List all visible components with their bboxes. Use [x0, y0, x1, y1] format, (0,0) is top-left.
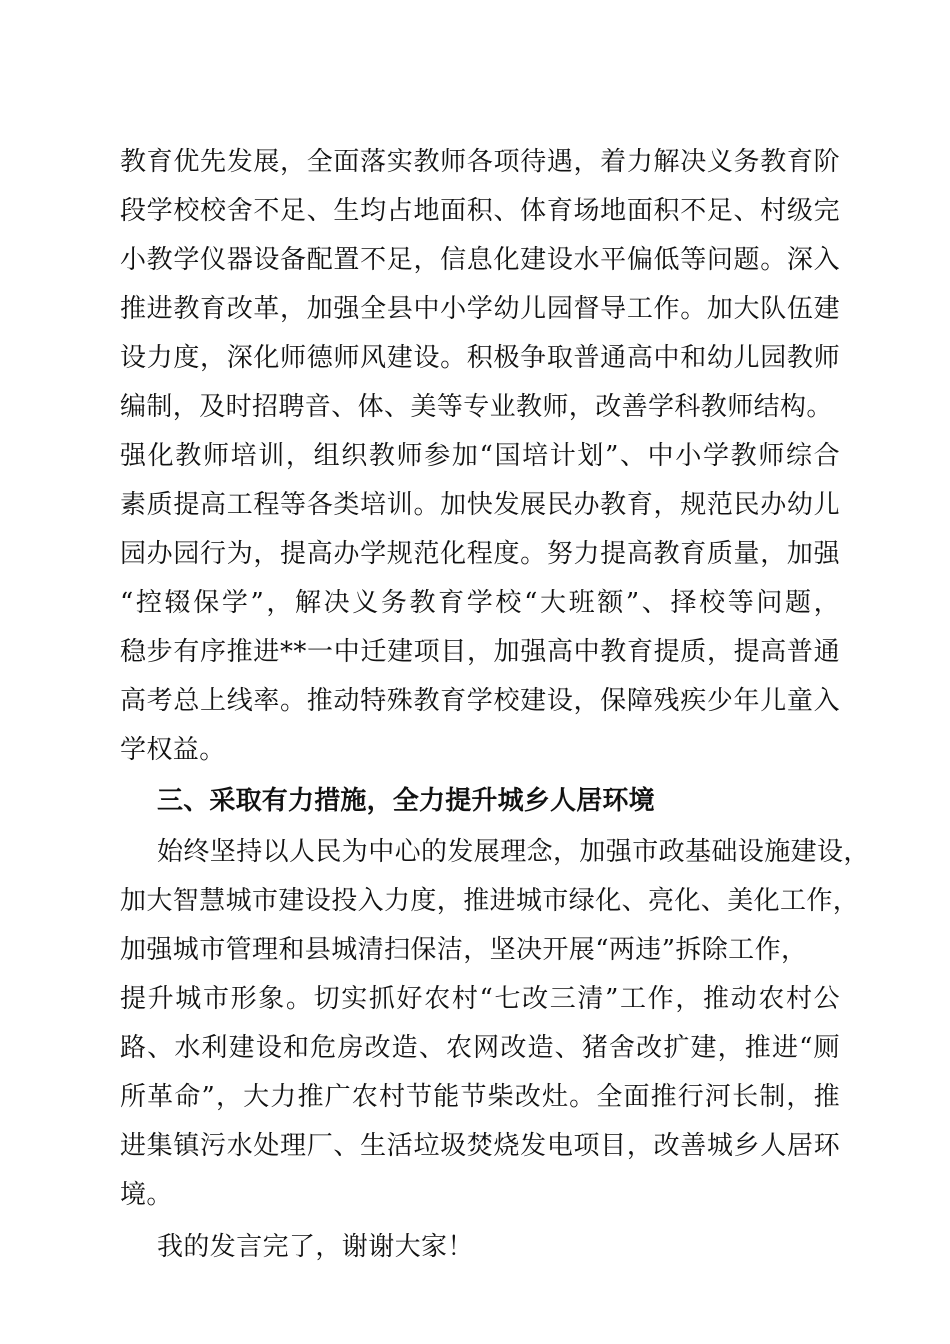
text-line: 学权益。: [120, 735, 226, 765]
text-line: 提升城市形象。切实抓好农村“七改三清”工作，推动农村公: [120, 984, 840, 1014]
text-line: 稳步有序推进**一中迁建项目，加强高中教育提质，提高普通: [120, 637, 840, 667]
text-line: 推进教育改革，加强全县中小学幼儿园督导工作。加大队伍建: [120, 294, 840, 324]
text-line: 路、水利建设和危房改造、农网改造、猪舍改扩建，推进“厕: [120, 1033, 840, 1063]
text-line: 小教学仪器设备配置不足，信息化建设水平偏低等问题。深入: [120, 245, 840, 275]
text-line: 所革命”，大力推广农村节能节柴改灶。全面推行河长制，推: [120, 1082, 840, 1112]
text-line: 教育优先发展，全面落实教师各项待遇，着力解决义务教育阶: [120, 147, 840, 177]
text-line: “控辍保学”，解决义务教育学校“大班额”、择校等问题，: [120, 588, 840, 618]
text-line: 境。: [120, 1180, 173, 1210]
text-line: 始终坚持以人民为中心的发展理念，加强市政基础设施建设，: [157, 837, 870, 867]
section-heading: 三、采取有力措施，全力提升城乡人居环境: [157, 786, 655, 816]
text-line: 进集镇污水处理厂、生活垃圾焚烧发电项目，改善城乡人居环: [120, 1131, 840, 1161]
text-line: 强化教师培训，组织教师参加“国培计划”、中小学教师综合: [120, 441, 840, 471]
text-line: 素质提高工程等各类培训。加快发展民办教育，规范民办幼儿: [120, 490, 840, 520]
text-line: 段学校校舍不足、生均占地面积、体育场地面积不足、村级完: [120, 196, 840, 226]
text-line: 加大智慧城市建设投入力度，推进城市绿化、亮化、美化工作，: [120, 886, 860, 916]
text-line: 编制，及时招聘音、体、美等专业教师，改善学科教师结构。: [120, 392, 833, 422]
closing-remark: 我的发言完了，谢谢大家！: [157, 1232, 474, 1262]
text-line: 加强城市管理和县城清扫保洁，坚决开展“两违”拆除工作，: [120, 935, 808, 965]
text-line: 园办园行为，提高办学规范化程度。努力提高教育质量，加强: [120, 539, 840, 569]
text-line: 高考总上线率。推动特殊教育学校建设，保障残疾少年儿童入: [120, 686, 840, 716]
text-line: 设力度，深化师德师风建设。积极争取普通高中和幼儿园教师: [120, 343, 840, 373]
